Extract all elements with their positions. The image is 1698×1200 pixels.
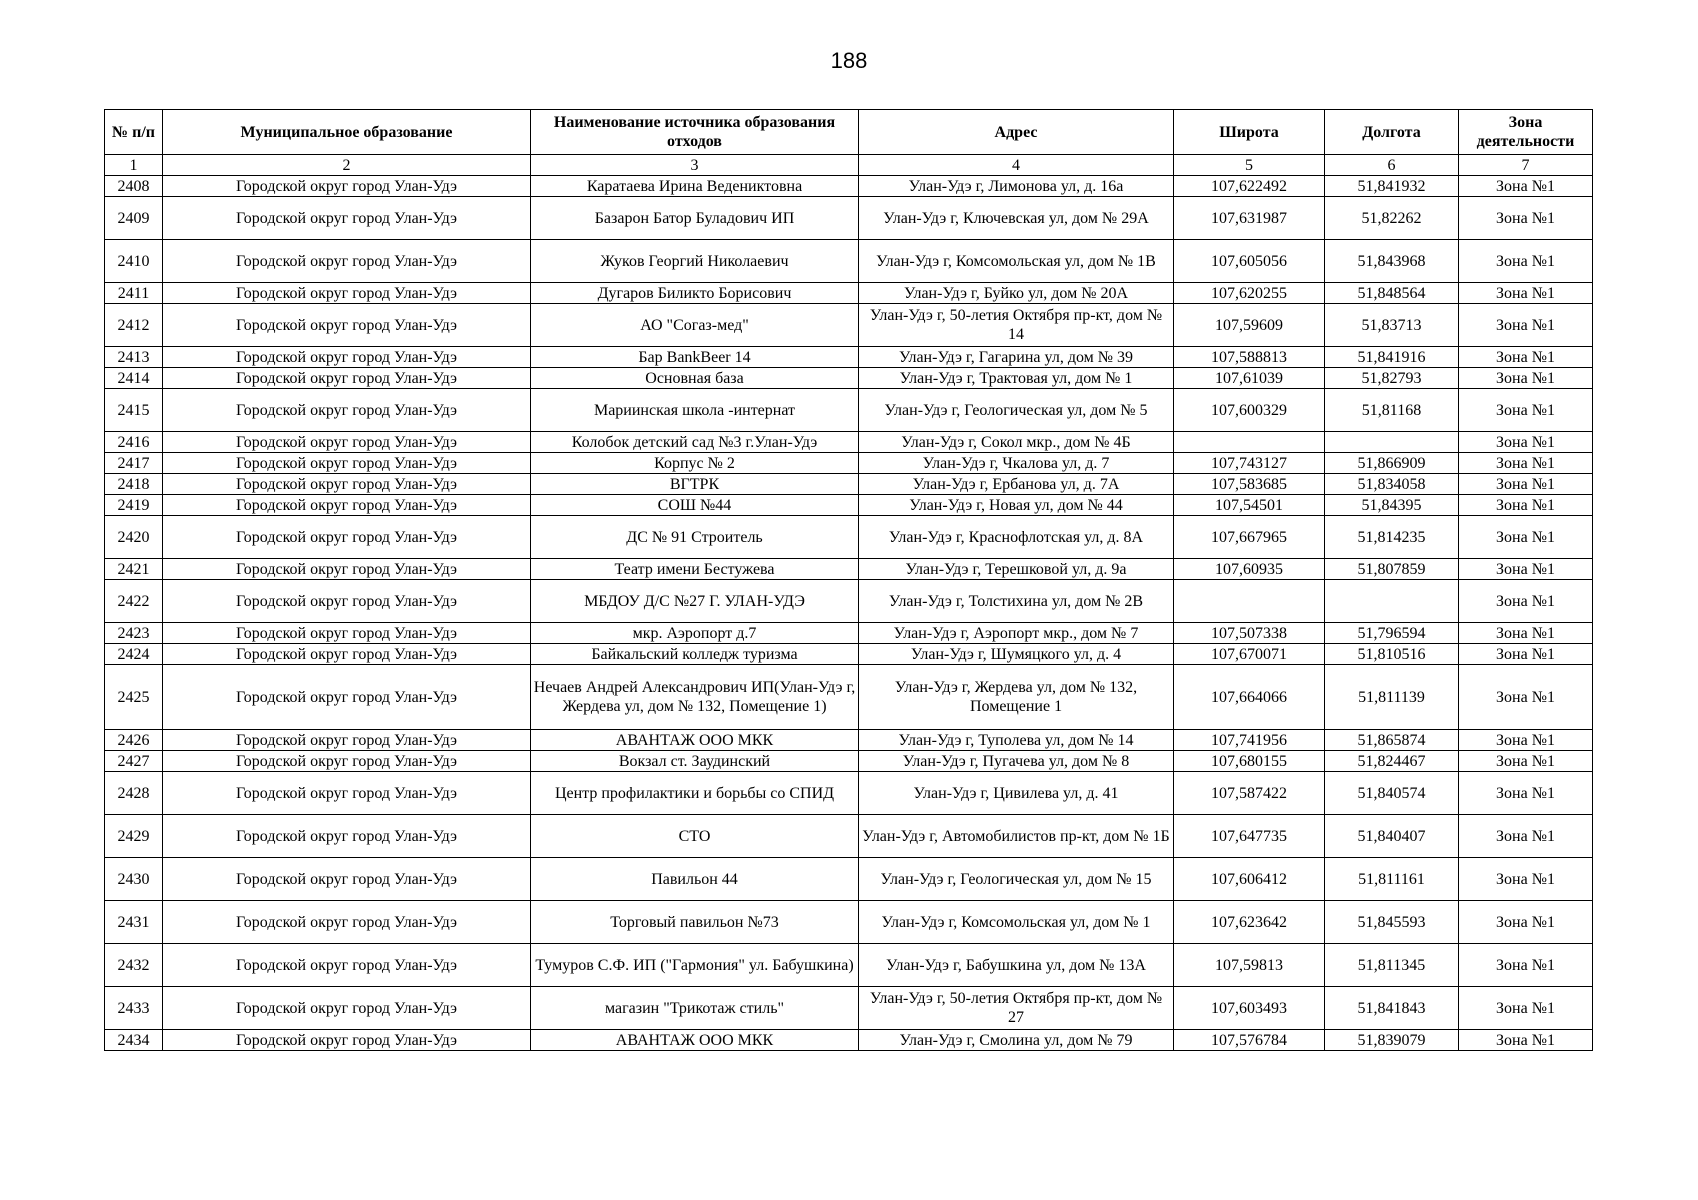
municipality-cell: Городской округ город Улан-Удэ xyxy=(163,432,531,453)
address-cell: Улан-Удэ г, Лимонова ул, д. 16а xyxy=(859,176,1174,197)
address-cell: Улан-Удэ г, Трактовая ул, дом № 1 xyxy=(859,368,1174,389)
latitude-cell: 107,743127 xyxy=(1174,453,1325,474)
longitude-cell: 51,865874 xyxy=(1325,730,1459,751)
municipality-cell: Городской округ город Улан-Удэ xyxy=(163,858,531,901)
zone-cell: Зона №1 xyxy=(1459,368,1593,389)
row-number-cell: 2423 xyxy=(105,623,163,644)
longitude-cell: 51,796594 xyxy=(1325,623,1459,644)
municipality-cell: Городской округ город Улан-Удэ xyxy=(163,944,531,987)
table-row xyxy=(105,495,1593,516)
latitude-cell: 107,60935 xyxy=(1174,559,1325,580)
longitude-cell: 51,81168 xyxy=(1325,389,1459,432)
row-number-cell: 2424 xyxy=(105,644,163,665)
latitude-cell xyxy=(1174,432,1325,453)
table-row xyxy=(105,559,1593,580)
address-cell: Улан-Удэ г, Ербанова ул, д. 7А xyxy=(859,474,1174,495)
address-cell: Улан-Удэ г, Ключевская ул, дом № 29А xyxy=(859,197,1174,240)
table-row xyxy=(105,176,1593,197)
row-number-cell: 2412 xyxy=(105,304,163,347)
latitude-cell: 107,603493 xyxy=(1174,987,1325,1030)
longitude-cell: 51,811345 xyxy=(1325,944,1459,987)
municipality-cell: Городской округ город Улан-Удэ xyxy=(163,815,531,858)
header-municipality: Муниципальное образование xyxy=(163,110,531,155)
address-cell: Улан-Удэ г, Комсомольская ул, дом № 1В xyxy=(859,240,1174,283)
address-cell: Улан-Удэ г, Комсомольская ул, дом № 1 xyxy=(859,901,1174,944)
table-row xyxy=(105,240,1593,283)
header-address: Адрес xyxy=(859,110,1174,155)
column-number: 1 xyxy=(105,155,163,176)
address-cell: Улан-Удэ г, Геологическая ул, дом № 15 xyxy=(859,858,1174,901)
longitude-cell: 51,841932 xyxy=(1325,176,1459,197)
municipality-cell: Городской округ город Улан-Удэ xyxy=(163,772,531,815)
municipality-cell: Городской округ город Улан-Удэ xyxy=(163,559,531,580)
zone-cell: Зона №1 xyxy=(1459,987,1593,1030)
source-name-cell: Байкальский колледж туризма xyxy=(531,644,859,665)
table-row xyxy=(105,730,1593,751)
table-row xyxy=(105,623,1593,644)
source-name-cell: МБДОУ Д/С №27 Г. УЛАН-УДЭ xyxy=(531,580,859,623)
latitude-cell: 107,667965 xyxy=(1174,516,1325,559)
row-number-cell: 2433 xyxy=(105,987,163,1030)
longitude-cell: 51,83713 xyxy=(1325,304,1459,347)
source-name-cell: Дугаров Биликто Борисович xyxy=(531,283,859,304)
source-name-cell: Основная база xyxy=(531,368,859,389)
latitude-cell: 107,576784 xyxy=(1174,1030,1325,1051)
source-name-cell: Вокзал ст. Заудинский xyxy=(531,751,859,772)
address-cell: Улан-Удэ г, Аэропорт мкр., дом № 7 xyxy=(859,623,1174,644)
table-body xyxy=(105,176,1593,1051)
row-number-cell: 2421 xyxy=(105,559,163,580)
latitude-cell: 107,620255 xyxy=(1174,283,1325,304)
municipality-cell: Городской округ город Улан-Удэ xyxy=(163,283,531,304)
zone-cell: Зона №1 xyxy=(1459,453,1593,474)
table-row xyxy=(105,944,1593,987)
address-cell: Улан-Удэ г, Сокол мкр., дом № 4Б xyxy=(859,432,1174,453)
longitude-cell: 51,840407 xyxy=(1325,815,1459,858)
longitude-cell: 51,824467 xyxy=(1325,751,1459,772)
municipality-cell: Городской округ город Улан-Удэ xyxy=(163,987,531,1030)
header-zone: Зона деятельности xyxy=(1459,110,1593,155)
latitude-cell: 107,587422 xyxy=(1174,772,1325,815)
latitude-cell: 107,670071 xyxy=(1174,644,1325,665)
table-row xyxy=(105,901,1593,944)
source-name-cell: Корпус № 2 xyxy=(531,453,859,474)
row-number-cell: 2422 xyxy=(105,580,163,623)
latitude-cell: 107,623642 xyxy=(1174,901,1325,944)
table-row xyxy=(105,389,1593,432)
longitude-cell: 51,834058 xyxy=(1325,474,1459,495)
source-name-cell: Бар BankBeer 14 xyxy=(531,347,859,368)
zone-cell: Зона №1 xyxy=(1459,304,1593,347)
municipality-cell: Городской округ город Улан-Удэ xyxy=(163,580,531,623)
longitude-cell: 51,843968 xyxy=(1325,240,1459,283)
row-number-cell: 2415 xyxy=(105,389,163,432)
address-cell: Улан-Удэ г, Чкалова ул, д. 7 xyxy=(859,453,1174,474)
zone-cell: Зона №1 xyxy=(1459,1030,1593,1051)
source-name-cell: Центр профилактики и борьбы со СПИД xyxy=(531,772,859,815)
address-cell: Улан-Удэ г, Автомобилистов пр-кт, дом № 1Б xyxy=(859,815,1174,858)
table-row xyxy=(105,347,1593,368)
longitude-cell: 51,82262 xyxy=(1325,197,1459,240)
source-name-cell: Каратаева Ирина Ведениктовна xyxy=(531,176,859,197)
latitude-cell: 107,588813 xyxy=(1174,347,1325,368)
zone-cell: Зона №1 xyxy=(1459,516,1593,559)
row-number-cell: 2409 xyxy=(105,197,163,240)
table-row xyxy=(105,1030,1593,1051)
municipality-cell: Городской округ город Улан-Удэ xyxy=(163,516,531,559)
zone-cell: Зона №1 xyxy=(1459,665,1593,730)
column-number-row xyxy=(105,155,1593,176)
municipality-cell: Городской округ город Улан-Удэ xyxy=(163,368,531,389)
row-number-cell: 2432 xyxy=(105,944,163,987)
column-number: 2 xyxy=(163,155,531,176)
municipality-cell: Городской округ город Улан-Удэ xyxy=(163,644,531,665)
row-number-cell: 2413 xyxy=(105,347,163,368)
address-cell: Улан-Удэ г, Буйко ул, дом № 20А xyxy=(859,283,1174,304)
table-row xyxy=(105,815,1593,858)
municipality-cell: Городской округ город Улан-Удэ xyxy=(163,495,531,516)
latitude-cell xyxy=(1174,580,1325,623)
row-number-cell: 2434 xyxy=(105,1030,163,1051)
table-row xyxy=(105,368,1593,389)
municipality-cell: Городской округ город Улан-Удэ xyxy=(163,453,531,474)
municipality-cell: Городской округ город Улан-Удэ xyxy=(163,665,531,730)
row-number-cell: 2420 xyxy=(105,516,163,559)
source-name-cell: Колобок детский сад №3 г.Улан-Удэ xyxy=(531,432,859,453)
address-cell: Улан-Удэ г, Гагарина ул, дом № 39 xyxy=(859,347,1174,368)
longitude-cell: 51,807859 xyxy=(1325,559,1459,580)
table-row xyxy=(105,453,1593,474)
zone-cell: Зона №1 xyxy=(1459,944,1593,987)
longitude-cell: 51,814235 xyxy=(1325,516,1459,559)
column-number: 4 xyxy=(859,155,1174,176)
longitude-cell: 51,840574 xyxy=(1325,772,1459,815)
address-cell: Улан-Удэ г, Шумяцкого ул, д. 4 xyxy=(859,644,1174,665)
row-number-cell: 2425 xyxy=(105,665,163,730)
municipality-cell: Городской округ город Улан-Удэ xyxy=(163,347,531,368)
municipality-cell: Городской округ город Улан-Удэ xyxy=(163,623,531,644)
address-cell: Улан-Удэ г, Пугачева ул, дом № 8 xyxy=(859,751,1174,772)
source-name-cell: Театр имени Бестужева xyxy=(531,559,859,580)
address-cell: Улан-Удэ г, Геологическая ул, дом № 5 xyxy=(859,389,1174,432)
row-number-cell: 2429 xyxy=(105,815,163,858)
zone-cell: Зона №1 xyxy=(1459,644,1593,665)
zone-cell: Зона №1 xyxy=(1459,389,1593,432)
address-cell: Улан-Удэ г, Толстихина ул, дом № 2В xyxy=(859,580,1174,623)
latitude-cell: 107,583685 xyxy=(1174,474,1325,495)
longitude-cell: 51,84395 xyxy=(1325,495,1459,516)
zone-cell: Зона №1 xyxy=(1459,197,1593,240)
zone-cell: Зона №1 xyxy=(1459,474,1593,495)
source-name-cell: Павильон 44 xyxy=(531,858,859,901)
municipality-cell: Городской округ город Улан-Удэ xyxy=(163,176,531,197)
table-row xyxy=(105,987,1593,1030)
row-number-cell: 2408 xyxy=(105,176,163,197)
zone-cell: Зона №1 xyxy=(1459,347,1593,368)
table-row xyxy=(105,197,1593,240)
latitude-cell: 107,647735 xyxy=(1174,815,1325,858)
longitude-cell: 51,841843 xyxy=(1325,987,1459,1030)
table-row xyxy=(105,432,1593,453)
source-name-cell: ДС № 91 Строитель xyxy=(531,516,859,559)
row-number-cell: 2430 xyxy=(105,858,163,901)
latitude-cell: 107,606412 xyxy=(1174,858,1325,901)
address-cell: Улан-Удэ г, Бабушкина ул, дом № 13А xyxy=(859,944,1174,987)
source-name-cell: АВАНТАЖ ООО МКК xyxy=(531,730,859,751)
source-name-cell: Жуков Георгий Николаевич xyxy=(531,240,859,283)
zone-cell: Зона №1 xyxy=(1459,432,1593,453)
header-row-number: № п/п xyxy=(105,110,163,155)
column-number: 3 xyxy=(531,155,859,176)
zone-cell: Зона №1 xyxy=(1459,240,1593,283)
latitude-cell: 107,622492 xyxy=(1174,176,1325,197)
source-name-cell: Мариинская школа -интернат xyxy=(531,389,859,432)
longitude-cell: 51,811161 xyxy=(1325,858,1459,901)
latitude-cell: 107,680155 xyxy=(1174,751,1325,772)
longitude-cell: 51,82793 xyxy=(1325,368,1459,389)
waste-sources-table xyxy=(104,109,1593,1051)
column-number: 5 xyxy=(1174,155,1325,176)
longitude-cell: 51,848564 xyxy=(1325,283,1459,304)
column-number: 6 xyxy=(1325,155,1459,176)
longitude-cell: 51,845593 xyxy=(1325,901,1459,944)
table-row xyxy=(105,474,1593,495)
latitude-cell: 107,59813 xyxy=(1174,944,1325,987)
latitude-cell: 107,631987 xyxy=(1174,197,1325,240)
row-number-cell: 2410 xyxy=(105,240,163,283)
header-longitude: Долгота xyxy=(1325,110,1459,155)
zone-cell: Зона №1 xyxy=(1459,623,1593,644)
municipality-cell: Городской округ город Улан-Удэ xyxy=(163,197,531,240)
zone-cell: Зона №1 xyxy=(1459,283,1593,304)
row-number-cell: 2426 xyxy=(105,730,163,751)
address-cell: Улан-Удэ г, Терешковой ул, д. 9а xyxy=(859,559,1174,580)
source-name-cell: АВАНТАЖ ООО МКК xyxy=(531,1030,859,1051)
zone-cell: Зона №1 xyxy=(1459,559,1593,580)
address-cell: Улан-Удэ г, Жердева ул, дом № 132, Помещение 1 xyxy=(859,665,1174,730)
table-row xyxy=(105,772,1593,815)
municipality-cell: Городской округ город Улан-Удэ xyxy=(163,240,531,283)
table-header-row xyxy=(105,110,1593,155)
column-number: 7 xyxy=(1459,155,1593,176)
table-row xyxy=(105,665,1593,730)
latitude-cell: 107,741956 xyxy=(1174,730,1325,751)
source-name-cell: СТО xyxy=(531,815,859,858)
row-number-cell: 2417 xyxy=(105,453,163,474)
latitude-cell: 107,507338 xyxy=(1174,623,1325,644)
longitude-cell: 51,866909 xyxy=(1325,453,1459,474)
source-name-cell: Тумуров С.Ф. ИП ("Гармония" ул. Бабушкина) xyxy=(531,944,859,987)
header-latitude: Широта xyxy=(1174,110,1325,155)
address-cell: Улан-Удэ г, 50-летия Октября пр-кт, дом № 14 xyxy=(859,304,1174,347)
longitude-cell: 51,841916 xyxy=(1325,347,1459,368)
municipality-cell: Городской округ город Улан-Удэ xyxy=(163,1030,531,1051)
address-cell: Улан-Удэ г, Краснофлотская ул, д. 8А xyxy=(859,516,1174,559)
zone-cell: Зона №1 xyxy=(1459,580,1593,623)
source-name-cell: ВГТРК xyxy=(531,474,859,495)
table-row xyxy=(105,644,1593,665)
row-number-cell: 2414 xyxy=(105,368,163,389)
longitude-cell xyxy=(1325,580,1459,623)
source-name-cell: СОШ №44 xyxy=(531,495,859,516)
table-row xyxy=(105,751,1593,772)
table-row xyxy=(105,304,1593,347)
table-row xyxy=(105,283,1593,304)
address-cell: Улан-Удэ г, Туполева ул, дом № 14 xyxy=(859,730,1174,751)
latitude-cell: 107,605056 xyxy=(1174,240,1325,283)
source-name-cell: мкр. Аэропорт д.7 xyxy=(531,623,859,644)
address-cell: Улан-Удэ г, 50-летия Октября пр-кт, дом № 27 xyxy=(859,987,1174,1030)
municipality-cell: Городской округ город Улан-Удэ xyxy=(163,751,531,772)
municipality-cell: Городской округ город Улан-Удэ xyxy=(163,730,531,751)
row-number-cell: 2428 xyxy=(105,772,163,815)
longitude-cell: 51,839079 xyxy=(1325,1030,1459,1051)
longitude-cell: 51,811139 xyxy=(1325,665,1459,730)
zone-cell: Зона №1 xyxy=(1459,901,1593,944)
zone-cell: Зона №1 xyxy=(1459,176,1593,197)
latitude-cell: 107,61039 xyxy=(1174,368,1325,389)
source-name-cell: Базарон Батор Буладович ИП xyxy=(531,197,859,240)
row-number-cell: 2431 xyxy=(105,901,163,944)
header-source-name: Наименование источника образования отходов xyxy=(531,110,859,155)
source-name-cell: Торговый павильон №73 xyxy=(531,901,859,944)
latitude-cell: 107,54501 xyxy=(1174,495,1325,516)
source-name-cell: магазин "Трикотаж стиль" xyxy=(531,987,859,1030)
zone-cell: Зона №1 xyxy=(1459,858,1593,901)
row-number-cell: 2418 xyxy=(105,474,163,495)
zone-cell: Зона №1 xyxy=(1459,730,1593,751)
row-number-cell: 2419 xyxy=(105,495,163,516)
zone-cell: Зона №1 xyxy=(1459,751,1593,772)
address-cell: Улан-Удэ г, Новая ул, дом № 44 xyxy=(859,495,1174,516)
municipality-cell: Городской округ город Улан-Удэ xyxy=(163,901,531,944)
row-number-cell: 2416 xyxy=(105,432,163,453)
longitude-cell: 51,810516 xyxy=(1325,644,1459,665)
zone-cell: Зона №1 xyxy=(1459,772,1593,815)
latitude-cell: 107,664066 xyxy=(1174,665,1325,730)
zone-cell: Зона №1 xyxy=(1459,495,1593,516)
address-cell: Улан-Удэ г, Цивилева ул, д. 41 xyxy=(859,772,1174,815)
row-number-cell: 2411 xyxy=(105,283,163,304)
municipality-cell: Городской округ город Улан-Удэ xyxy=(163,474,531,495)
latitude-cell: 107,59609 xyxy=(1174,304,1325,347)
municipality-cell: Городской округ город Улан-Удэ xyxy=(163,389,531,432)
table-row xyxy=(105,580,1593,623)
address-cell: Улан-Удэ г, Смолина ул, дом № 79 xyxy=(859,1030,1174,1051)
source-name-cell: Нечаев Андрей Александрович ИП(Улан-Удэ г, Жердева ул, дом № 132, Помещение 1) xyxy=(531,665,859,730)
row-number-cell: 2427 xyxy=(105,751,163,772)
page-number: 188 xyxy=(830,48,868,73)
municipality-cell: Городской округ город Улан-Удэ xyxy=(163,304,531,347)
longitude-cell xyxy=(1325,432,1459,453)
table-row xyxy=(105,516,1593,559)
zone-cell: Зона №1 xyxy=(1459,815,1593,858)
latitude-cell: 107,600329 xyxy=(1174,389,1325,432)
source-name-cell: АО "Согаз-мед" xyxy=(531,304,859,347)
table-row xyxy=(105,858,1593,901)
